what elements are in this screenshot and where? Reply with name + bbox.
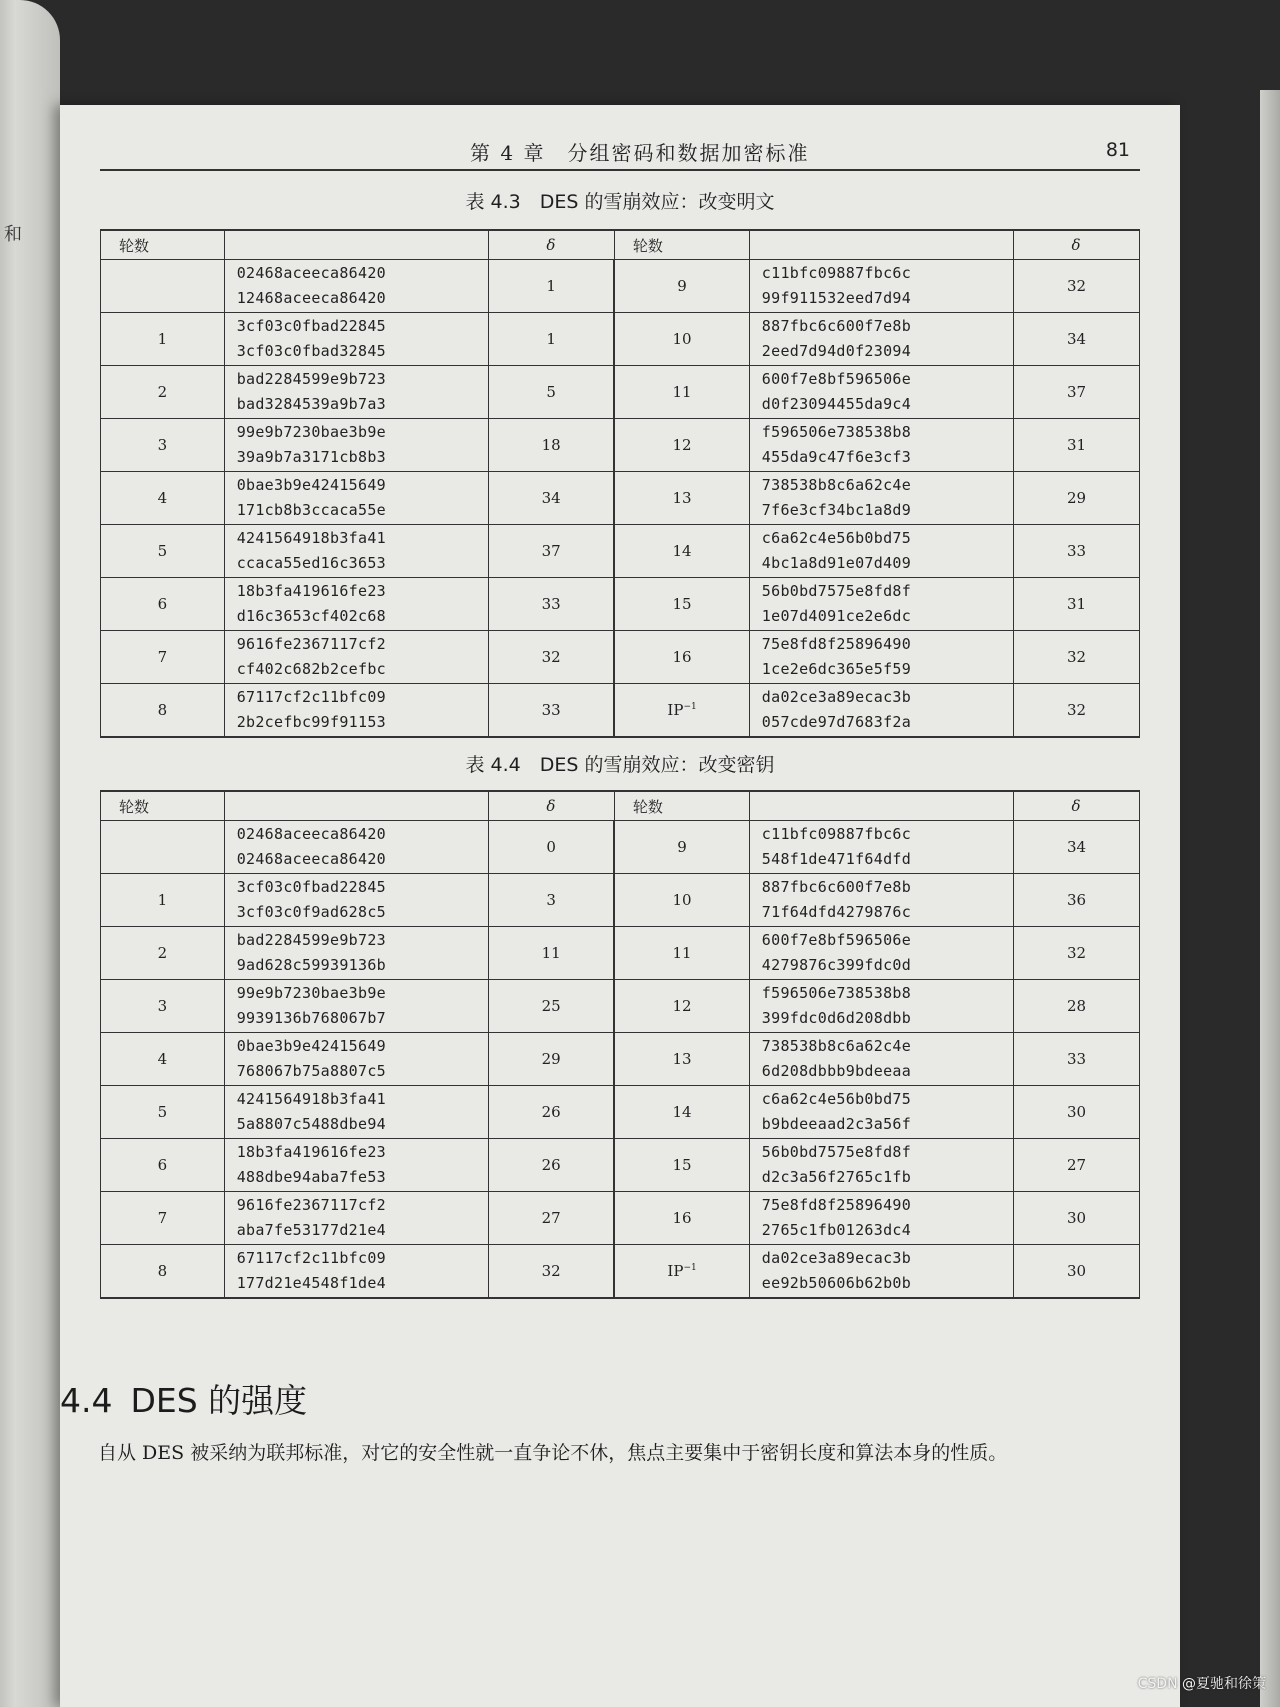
delta-cell: 34 bbox=[1014, 821, 1140, 874]
round-cell: $IP^{-1}$ bbox=[614, 1245, 749, 1299]
delta-cell: 32 bbox=[1014, 631, 1140, 684]
round-cell bbox=[101, 260, 225, 313]
table-row bbox=[101, 1192, 1140, 1245]
round-cell: 6 bbox=[101, 1139, 225, 1192]
value-cell: 3cf03c0fbad22845 3cf03c0f9ad628c5 bbox=[224, 874, 488, 927]
table-row bbox=[101, 874, 1140, 927]
delta-cell: 32 bbox=[1014, 927, 1140, 980]
delta-cell: 36 bbox=[1014, 874, 1140, 927]
table-row bbox=[101, 1245, 1140, 1299]
value-cell: 9616fe2367117cf2 aba7fe53177d21e4 bbox=[224, 1192, 488, 1245]
delta-cell: 32 bbox=[488, 631, 614, 684]
round-cell: 1 bbox=[101, 874, 225, 927]
delta-cell: 18 bbox=[488, 419, 614, 472]
round-cell: 11 bbox=[614, 366, 749, 419]
delta-cell: 33 bbox=[1014, 1033, 1140, 1086]
table-row bbox=[101, 821, 1140, 874]
value-cell: 67117cf2c11bfc09 177d21e4548f1de4 bbox=[224, 1245, 488, 1299]
header-delta: δ bbox=[1014, 230, 1140, 260]
value-cell: 75e8fd8f25896490 2765c1fb01263dc4 bbox=[749, 1192, 1013, 1245]
delta-cell: 26 bbox=[488, 1086, 614, 1139]
delta-cell: 33 bbox=[488, 578, 614, 631]
delta-cell: 27 bbox=[1014, 1139, 1140, 1192]
value-cell: 4241564918b3fa41 5a8807c5488dbe94 bbox=[224, 1086, 488, 1139]
round-cell: 12 bbox=[614, 980, 749, 1033]
table-row bbox=[101, 525, 1140, 578]
value-cell: 3cf03c0fbad22845 3cf03c0fbad32845 bbox=[224, 313, 488, 366]
round-cell: 4 bbox=[101, 472, 225, 525]
delta-cell: 37 bbox=[1014, 366, 1140, 419]
table-row bbox=[101, 366, 1140, 419]
round-cell: 13 bbox=[614, 1033, 749, 1086]
delta-cell: 30 bbox=[1014, 1086, 1140, 1139]
round-cell: 15 bbox=[614, 1139, 749, 1192]
round-cell: 8 bbox=[101, 684, 225, 738]
delta-cell: 27 bbox=[488, 1192, 614, 1245]
table-row bbox=[101, 313, 1140, 366]
round-cell: 10 bbox=[614, 874, 749, 927]
value-cell: c11bfc09887fbc6c 99f911532eed7d94 bbox=[749, 260, 1013, 313]
round-cell: 9 bbox=[614, 821, 749, 874]
value-cell: 600f7e8bf596506e 4279876c399fdc0d bbox=[749, 927, 1013, 980]
header-delta: δ bbox=[488, 230, 614, 260]
value-cell: 0bae3b9e42415649 171cb8b3ccaca55e bbox=[224, 472, 488, 525]
value-cell: da02ce3a89ecac3b 057cde97d7683f2a bbox=[749, 684, 1013, 738]
table-4-4 bbox=[100, 790, 1140, 1299]
delta-cell: 31 bbox=[1014, 578, 1140, 631]
value-cell: 4241564918b3fa41 ccaca55ed16c3653 bbox=[224, 525, 488, 578]
value-cell: 99e9b7230bae3b9e 9939136b768067b7 bbox=[224, 980, 488, 1033]
value-cell: 600f7e8bf596506e d0f23094455da9c4 bbox=[749, 366, 1013, 419]
running-header bbox=[100, 125, 1140, 171]
table-row bbox=[101, 980, 1140, 1033]
page-number: 81 bbox=[1105, 139, 1130, 161]
value-cell: bad2284599e9b723 9ad628c59939136b bbox=[224, 927, 488, 980]
left-page-glyph: 和 bbox=[4, 224, 22, 245]
value-cell: da02ce3a89ecac3b ee92b50606b62b0b bbox=[749, 1245, 1013, 1299]
round-cell: 8 bbox=[101, 1245, 225, 1299]
value-cell: 18b3fa419616fe23 488dbe94aba7fe53 bbox=[224, 1139, 488, 1192]
table-row bbox=[101, 1139, 1140, 1192]
delta-cell: 34 bbox=[1014, 313, 1140, 366]
table-row bbox=[101, 1086, 1140, 1139]
page-edge-strip bbox=[1260, 90, 1280, 1707]
value-cell: 99e9b7230bae3b9e 39a9b7a3171cb8b3 bbox=[224, 419, 488, 472]
delta-cell: 0 bbox=[488, 821, 614, 874]
delta-cell: 34 bbox=[488, 472, 614, 525]
table-4-4-caption: 表 4.4 DES 的雪崩效应：改变密钥 bbox=[465, 754, 775, 776]
round-cell: 12 bbox=[614, 419, 749, 472]
round-cell: 5 bbox=[101, 1086, 225, 1139]
value-cell: 738538b8c6a62c4e 7f6e3cf34bc1a8d9 bbox=[749, 472, 1013, 525]
delta-cell: 30 bbox=[1014, 1192, 1140, 1245]
round-cell: 16 bbox=[614, 631, 749, 684]
value-cell: 56b0bd7575e8fd8f d2c3a56f2765c1fb bbox=[749, 1139, 1013, 1192]
table-row bbox=[101, 684, 1140, 738]
round-cell: 3 bbox=[101, 980, 225, 1033]
round-cell: 3 bbox=[101, 419, 225, 472]
value-cell: 9616fe2367117cf2 cf402c682b2cefbc bbox=[224, 631, 488, 684]
round-cell: 14 bbox=[614, 525, 749, 578]
value-cell: 75e8fd8f25896490 1ce2e6dc365e5f59 bbox=[749, 631, 1013, 684]
table-4-3-caption: 表 4.3 DES 的雪崩效应：改变明文 bbox=[465, 191, 775, 213]
section-title: DES 的强度 bbox=[130, 1381, 308, 1420]
table-row bbox=[101, 260, 1140, 313]
value-cell: 887fbc6c600f7e8b 71f64dfd4279876c bbox=[749, 874, 1013, 927]
delta-cell: 28 bbox=[1014, 980, 1140, 1033]
header-value bbox=[749, 791, 1013, 821]
delta-cell: 25 bbox=[488, 980, 614, 1033]
header-value bbox=[749, 230, 1013, 260]
delta-cell: 3 bbox=[488, 874, 614, 927]
section-number: 4.4 bbox=[60, 1381, 113, 1420]
table-4-3 bbox=[100, 229, 1140, 738]
round-cell: 16 bbox=[614, 1192, 749, 1245]
delta-cell: 33 bbox=[1014, 525, 1140, 578]
table-row bbox=[101, 1033, 1140, 1086]
value-cell: f596506e738538b8 455da9c47f6e3cf3 bbox=[749, 419, 1013, 472]
value-cell: 887fbc6c600f7e8b 2eed7d94d0f23094 bbox=[749, 313, 1013, 366]
round-cell: 13 bbox=[614, 472, 749, 525]
value-cell: 18b3fa419616fe23 d16c3653cf402c68 bbox=[224, 578, 488, 631]
delta-cell: 29 bbox=[1014, 472, 1140, 525]
round-cell: 5 bbox=[101, 525, 225, 578]
round-cell: 15 bbox=[614, 578, 749, 631]
round-cell: 2 bbox=[101, 927, 225, 980]
body-paragraph: 自从 DES 被采纳为联邦标准，对它的安全性就一直争论不休，焦点主要集中于密钥长度和算法本身的性质。 bbox=[98, 1442, 1008, 1464]
delta-cell: 32 bbox=[1014, 260, 1140, 313]
header-delta: δ bbox=[488, 791, 614, 821]
table-row bbox=[101, 472, 1140, 525]
round-cell: 7 bbox=[101, 1192, 225, 1245]
value-cell: f596506e738538b8 399fdc0d6d208dbb bbox=[749, 980, 1013, 1033]
round-cell: 4 bbox=[101, 1033, 225, 1086]
value-cell: c11bfc09887fbc6c 548f1de471f64dfd bbox=[749, 821, 1013, 874]
round-cell: 2 bbox=[101, 366, 225, 419]
header-round: 轮数 bbox=[101, 791, 225, 821]
delta-cell: 33 bbox=[488, 684, 614, 738]
value-cell: 0bae3b9e42415649 768067b75a8807c5 bbox=[224, 1033, 488, 1086]
header-value bbox=[224, 791, 488, 821]
value-cell: bad2284599e9b723 bad3284539a9b7a3 bbox=[224, 366, 488, 419]
value-cell: 738538b8c6a62c4e 6d208dbbb9bdeeaa bbox=[749, 1033, 1013, 1086]
round-cell: $IP^{-1}$ bbox=[614, 684, 749, 738]
header-delta: δ bbox=[1014, 791, 1140, 821]
table-row bbox=[101, 927, 1140, 980]
round-cell bbox=[101, 821, 225, 874]
header-round: 轮数 bbox=[614, 791, 749, 821]
round-cell: 7 bbox=[101, 631, 225, 684]
table-row bbox=[101, 419, 1140, 472]
delta-cell: 1 bbox=[488, 313, 614, 366]
header-value bbox=[224, 230, 488, 260]
delta-cell: 29 bbox=[488, 1033, 614, 1086]
delta-cell: 32 bbox=[1014, 684, 1140, 738]
delta-cell: 37 bbox=[488, 525, 614, 578]
value-cell: c6a62c4e56b0bd75 b9bdeeaad2c3a56f bbox=[749, 1086, 1013, 1139]
round-cell: 1 bbox=[101, 313, 225, 366]
round-cell: 6 bbox=[101, 578, 225, 631]
delta-cell: 26 bbox=[488, 1139, 614, 1192]
delta-cell: 31 bbox=[1014, 419, 1140, 472]
value-cell: c6a62c4e56b0bd75 4bc1a8d91e07d409 bbox=[749, 525, 1013, 578]
header-round: 轮数 bbox=[101, 230, 225, 260]
value-cell: 67117cf2c11bfc09 2b2cefbc99f91153 bbox=[224, 684, 488, 738]
watermark: CSDN @夏驰和徐策 bbox=[1137, 1676, 1266, 1692]
table-row bbox=[101, 578, 1140, 631]
left-page-edge bbox=[0, 0, 60, 1707]
delta-cell: 32 bbox=[488, 1245, 614, 1299]
delta-cell: 30 bbox=[1014, 1245, 1140, 1299]
header-round: 轮数 bbox=[614, 230, 749, 260]
chapter-title: 第 4 章 分组密码和数据加密标准 bbox=[470, 141, 810, 165]
delta-cell: 11 bbox=[488, 927, 614, 980]
delta-cell: 1 bbox=[488, 260, 614, 313]
value-cell: 02468aceeca86420 12468aceeca86420 bbox=[224, 260, 488, 313]
book-page bbox=[60, 105, 1180, 1707]
round-cell: 11 bbox=[614, 927, 749, 980]
round-cell: 10 bbox=[614, 313, 749, 366]
value-cell: 02468aceeca86420 02468aceeca86420 bbox=[224, 821, 488, 874]
section-heading bbox=[60, 1375, 307, 1422]
table-row bbox=[101, 631, 1140, 684]
round-cell: 14 bbox=[614, 1086, 749, 1139]
delta-cell: 5 bbox=[488, 366, 614, 419]
round-cell: 9 bbox=[614, 260, 749, 313]
value-cell: 56b0bd7575e8fd8f 1e07d4091ce2e6dc bbox=[749, 578, 1013, 631]
